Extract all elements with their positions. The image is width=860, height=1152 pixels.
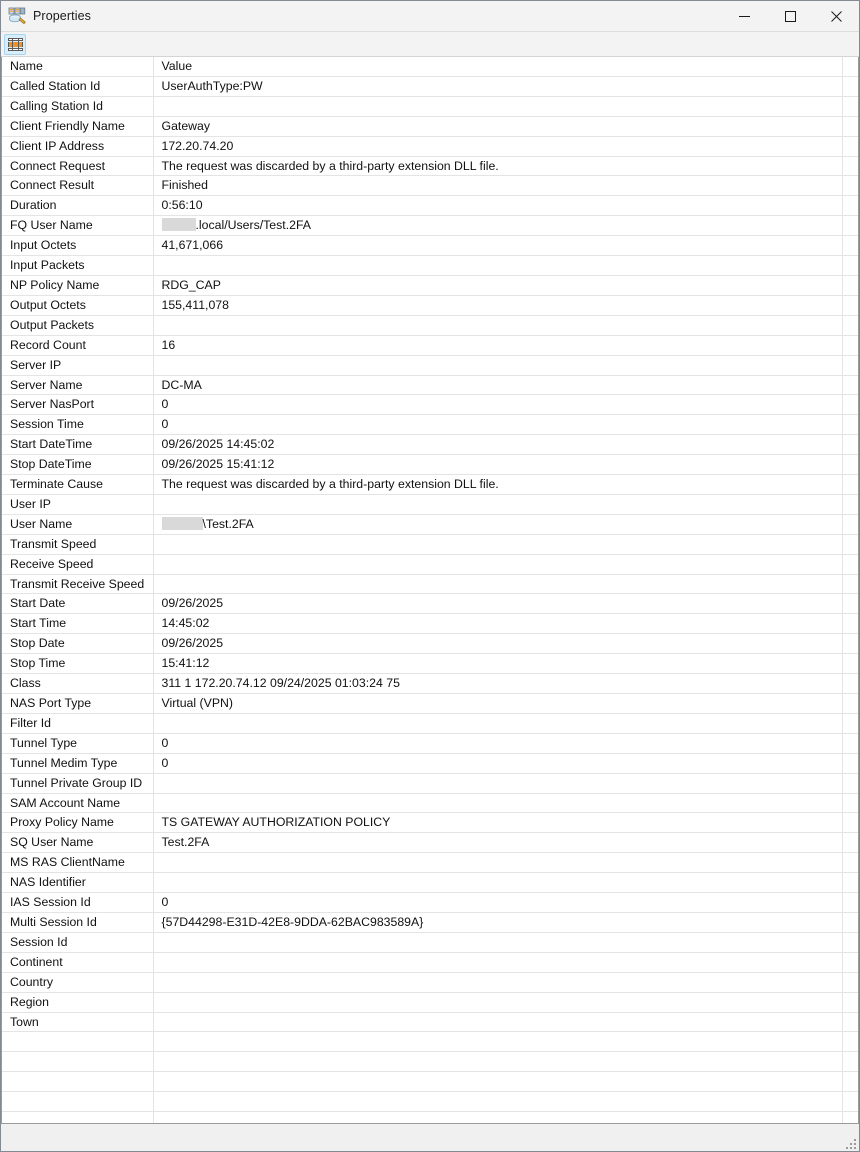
table-row[interactable] <box>2 674 859 694</box>
row-filler-cell <box>842 475 859 495</box>
property-value-cell: 0 <box>153 753 842 773</box>
table-row[interactable] <box>2 395 859 415</box>
property-name-cell: Server IP <box>2 355 153 375</box>
property-value-cell: 311 1 172.20.74.12 09/24/2025 01:03:24 75 <box>153 674 842 694</box>
property-name-cell: Duration <box>2 196 153 216</box>
table-row[interactable] <box>2 494 859 514</box>
row-filler-cell <box>842 435 859 455</box>
row-filler-cell <box>842 932 859 952</box>
grid-view-button[interactable] <box>4 34 26 55</box>
property-name-cell: Output Octets <box>2 295 153 315</box>
table-row[interactable] <box>2 415 859 435</box>
property-name-cell: Tunnel Private Group ID <box>2 773 153 793</box>
row-filler-cell <box>842 972 859 992</box>
table-row[interactable] <box>2 76 859 96</box>
row-filler-cell <box>842 654 859 674</box>
close-button[interactable] <box>813 1 859 31</box>
row-filler-cell <box>842 773 859 793</box>
row-filler-cell <box>842 733 859 753</box>
table-row[interactable] <box>2 514 859 534</box>
property-name-cell: Tunnel Medim Type <box>2 753 153 773</box>
row-filler-cell <box>842 355 859 375</box>
properties-grid[interactable] <box>1 57 859 1123</box>
row-filler-cell <box>842 694 859 714</box>
row-filler-cell <box>842 415 859 435</box>
property-value-cell: 0 <box>153 733 842 753</box>
property-value-cell <box>153 574 842 594</box>
table-row[interactable] <box>2 932 859 952</box>
property-value-cell: UserAuthType:PW <box>153 76 842 96</box>
property-name-cell: MS RAS ClientName <box>2 853 153 873</box>
table-row[interactable] <box>2 256 859 276</box>
property-value-cell: 41,671,066 <box>153 236 842 256</box>
property-name-cell: Session Time <box>2 415 153 435</box>
table-row[interactable] <box>2 793 859 813</box>
property-name-cell: Class <box>2 674 153 694</box>
property-name-cell: Server Name <box>2 375 153 395</box>
row-filler-cell <box>842 116 859 136</box>
property-value-cell: The request was discarded by a third-party extension DLL file. <box>153 475 842 495</box>
property-value-cell <box>153 315 842 335</box>
property-value-cell <box>153 554 842 574</box>
property-value-cell: 16 <box>153 335 842 355</box>
table-row[interactable] <box>2 176 859 196</box>
row-filler-cell <box>842 1012 859 1032</box>
property-value-cell <box>153 992 842 1012</box>
table-row[interactable] <box>2 853 859 873</box>
table-row[interactable] <box>2 475 859 495</box>
property-name-cell: Proxy Policy Name <box>2 813 153 833</box>
row-filler-cell <box>842 912 859 932</box>
table-row[interactable] <box>2 116 859 136</box>
table-row-empty[interactable] <box>2 1032 859 1052</box>
property-value-cell: 172.20.74.20 <box>153 136 842 156</box>
redaction-box <box>162 218 196 231</box>
row-filler-cell <box>842 614 859 634</box>
property-name-cell: Filter Id <box>2 713 153 733</box>
property-name-cell: Called Station Id <box>2 76 153 96</box>
property-value-cell <box>153 972 842 992</box>
table-row[interactable] <box>2 355 859 375</box>
property-value-cell: 15:41:12 <box>153 654 842 674</box>
table-row[interactable] <box>2 295 859 315</box>
table-row[interactable] <box>2 694 859 714</box>
row-filler-cell <box>842 1032 859 1052</box>
row-filler-cell <box>842 216 859 236</box>
property-value-cell: 0:56:10 <box>153 196 842 216</box>
property-name-cell: Country <box>2 972 153 992</box>
table-row[interactable] <box>2 713 859 733</box>
table-row[interactable] <box>2 614 859 634</box>
row-filler-cell <box>842 455 859 475</box>
window-controls <box>721 1 859 31</box>
property-value-cell <box>153 853 842 873</box>
property-value-cell <box>153 494 842 514</box>
row-filler-cell <box>842 813 859 833</box>
ias-log-icon <box>8 7 26 25</box>
property-name-cell: NAS Identifier <box>2 873 153 893</box>
property-value-cell: Virtual (VPN) <box>153 694 842 714</box>
row-filler-cell <box>842 534 859 554</box>
property-name-cell: NP Policy Name <box>2 275 153 295</box>
property-value-cell <box>153 1052 842 1072</box>
property-name-cell: Input Octets <box>2 236 153 256</box>
property-value-cell: Finished <box>153 176 842 196</box>
row-filler-cell <box>842 295 859 315</box>
property-name-cell: Input Packets <box>2 256 153 276</box>
table-row[interactable] <box>2 275 859 295</box>
property-value-cell <box>153 873 842 893</box>
property-value-text: .local/Users/Test.2FA <box>195 218 311 233</box>
table-row[interactable] <box>2 952 859 972</box>
row-filler-cell <box>842 713 859 733</box>
table-row[interactable] <box>2 773 859 793</box>
property-name-cell: Receive Speed <box>2 554 153 574</box>
table-row[interactable] <box>2 733 859 753</box>
row-filler-cell <box>842 873 859 893</box>
status-bar <box>1 1123 859 1151</box>
property-value-cell: 09/26/2025 14:45:02 <box>153 435 842 455</box>
property-value-cell <box>153 1072 842 1092</box>
row-filler-cell <box>842 375 859 395</box>
property-value-cell: DC-MA <box>153 375 842 395</box>
property-value-cell <box>153 713 842 733</box>
property-value-cell: 0 <box>153 893 842 913</box>
row-filler-cell <box>842 236 859 256</box>
property-name-cell: SQ User Name <box>2 833 153 853</box>
table-row[interactable] <box>2 96 859 116</box>
redaction-box <box>162 517 203 530</box>
row-filler-cell <box>842 833 859 853</box>
table-row[interactable] <box>2 893 859 913</box>
row-filler-cell <box>842 1072 859 1092</box>
row-filler-cell <box>842 793 859 813</box>
table-row[interactable] <box>2 654 859 674</box>
row-filler-cell <box>842 176 859 196</box>
property-name-cell: Client IP Address <box>2 136 153 156</box>
table-row-empty[interactable] <box>2 1052 859 1072</box>
row-filler-cell <box>842 315 859 335</box>
property-value-cell: 0 <box>153 415 842 435</box>
property-name-cell: Connect Request <box>2 156 153 176</box>
property-name-cell: Start Date <box>2 594 153 614</box>
table-row-empty[interactable] <box>2 1072 859 1092</box>
table-row[interactable] <box>2 136 859 156</box>
row-filler-cell <box>842 514 859 534</box>
property-value-cell <box>153 96 842 116</box>
row-filler-cell <box>842 395 859 415</box>
property-name-cell: Terminate Cause <box>2 475 153 495</box>
table-row[interactable] <box>2 196 859 216</box>
property-value-cell: 14:45:02 <box>153 614 842 634</box>
row-filler-cell <box>842 634 859 654</box>
table-row[interactable] <box>2 753 859 773</box>
property-name-cell: FQ User Name <box>2 216 153 236</box>
table-row-empty[interactable] <box>2 1092 859 1112</box>
property-name-cell: Transmit Receive Speed <box>2 574 153 594</box>
property-value-cell <box>153 216 842 236</box>
row-filler-cell <box>842 96 859 116</box>
property-value-cell: RDG_CAP <box>153 275 842 295</box>
row-filler-cell <box>842 952 859 972</box>
property-value-text: \Test.2FA <box>202 516 254 531</box>
row-filler-cell <box>842 1092 859 1112</box>
title-bar <box>1 1 859 32</box>
table-row-empty[interactable] <box>2 1111 859 1123</box>
property-name-cell: User IP <box>2 494 153 514</box>
property-value-cell <box>153 1032 842 1052</box>
row-filler-cell <box>842 1111 859 1123</box>
property-name-cell: Server NasPort <box>2 395 153 415</box>
property-name-cell <box>2 1052 153 1072</box>
property-name-cell: Region <box>2 992 153 1012</box>
row-filler-cell <box>842 554 859 574</box>
property-value-cell <box>153 256 842 276</box>
property-name-cell: Connect Result <box>2 176 153 196</box>
property-value-cell: The request was discarded by a third-party extension DLL file. <box>153 156 842 176</box>
property-value-cell <box>153 355 842 375</box>
property-value-cell <box>153 952 842 972</box>
property-value-cell <box>153 1012 842 1032</box>
property-name-cell: User Name <box>2 514 153 534</box>
property-name-cell <box>2 1072 153 1092</box>
table-row[interactable] <box>2 873 859 893</box>
property-name-cell: IAS Session Id <box>2 893 153 913</box>
property-name-cell: Calling Station Id <box>2 96 153 116</box>
row-filler-cell <box>842 256 859 276</box>
row-filler-cell <box>842 156 859 176</box>
property-value-cell: 09/26/2025 15:41:12 <box>153 455 842 475</box>
property-name-cell: Record Count <box>2 335 153 355</box>
table-row[interactable] <box>2 216 859 236</box>
property-name-cell: Stop Date <box>2 634 153 654</box>
property-value-cell <box>153 793 842 813</box>
property-value-cell <box>153 514 842 534</box>
property-name-cell: Stop DateTime <box>2 455 153 475</box>
table-row[interactable] <box>2 992 859 1012</box>
column-header-name[interactable]: Name <box>2 57 153 76</box>
property-value-cell <box>153 932 842 952</box>
property-value-cell: Gateway <box>153 116 842 136</box>
property-name-cell: Session Id <box>2 932 153 952</box>
property-name-cell <box>2 1032 153 1052</box>
row-filler-cell <box>842 893 859 913</box>
row-filler-cell <box>842 136 859 156</box>
table-row[interactable] <box>2 972 859 992</box>
row-filler-cell <box>842 992 859 1012</box>
table-row[interactable] <box>2 1012 859 1032</box>
maximize-button[interactable] <box>767 1 813 31</box>
property-value-cell: 09/26/2025 <box>153 594 842 614</box>
row-filler-cell <box>842 574 859 594</box>
table-row[interactable] <box>2 554 859 574</box>
window-title: Properties <box>33 8 91 23</box>
property-value-cell <box>153 1092 842 1112</box>
property-name-cell: Tunnel Type <box>2 733 153 753</box>
table-row[interactable] <box>2 315 859 335</box>
property-name-cell: Transmit Speed <box>2 534 153 554</box>
table-row[interactable] <box>2 912 859 932</box>
table-row[interactable] <box>2 375 859 395</box>
column-header-value[interactable]: Value <box>153 57 842 76</box>
resize-grip-icon[interactable] <box>843 1136 856 1149</box>
table-row[interactable] <box>2 455 859 475</box>
table-row[interactable] <box>2 634 859 654</box>
row-filler-cell <box>842 674 859 694</box>
property-name-cell <box>2 1092 153 1112</box>
table-row[interactable] <box>2 534 859 554</box>
table-row[interactable] <box>2 594 859 614</box>
column-header-filler <box>842 57 859 76</box>
property-value-cell: 155,411,078 <box>153 295 842 315</box>
property-name-cell: Start Time <box>2 614 153 634</box>
table-row[interactable] <box>2 236 859 256</box>
property-value-cell <box>153 773 842 793</box>
table-row[interactable] <box>2 435 859 455</box>
property-name-cell: Multi Session Id <box>2 912 153 932</box>
property-name-cell: NAS Port Type <box>2 694 153 714</box>
table-row[interactable] <box>2 156 859 176</box>
row-filler-cell <box>842 196 859 216</box>
table-row[interactable] <box>2 813 859 833</box>
property-value-cell: 0 <box>153 395 842 415</box>
property-name-cell: Continent <box>2 952 153 972</box>
row-filler-cell <box>842 853 859 873</box>
property-name-cell: Stop Time <box>2 654 153 674</box>
minimize-button[interactable] <box>721 1 767 31</box>
property-name-cell: Client Friendly Name <box>2 116 153 136</box>
grid-header-row <box>2 57 859 76</box>
property-value-cell: {57D44298-E31D-42E8-9DDA-62BAC983589A} <box>153 912 842 932</box>
property-name-cell: Start DateTime <box>2 435 153 455</box>
property-value-cell: Test.2FA <box>153 833 842 853</box>
row-filler-cell <box>842 76 859 96</box>
property-value-cell: TS GATEWAY AUTHORIZATION POLICY <box>153 813 842 833</box>
table-row[interactable] <box>2 574 859 594</box>
property-value-cell <box>153 534 842 554</box>
property-name-cell: Output Packets <box>2 315 153 335</box>
row-filler-cell <box>842 335 859 355</box>
table-row[interactable] <box>2 833 859 853</box>
row-filler-cell <box>842 275 859 295</box>
row-filler-cell <box>842 494 859 514</box>
property-name-cell <box>2 1111 153 1123</box>
toolbar <box>1 32 859 57</box>
property-name-cell: SAM Account Name <box>2 793 153 813</box>
property-name-cell: Town <box>2 1012 153 1032</box>
property-value-cell: 09/26/2025 <box>153 634 842 654</box>
property-value-cell <box>153 1111 842 1123</box>
row-filler-cell <box>842 594 859 614</box>
row-filler-cell <box>842 753 859 773</box>
table-row[interactable] <box>2 335 859 355</box>
table-grid-icon <box>8 38 23 51</box>
row-filler-cell <box>842 1052 859 1072</box>
